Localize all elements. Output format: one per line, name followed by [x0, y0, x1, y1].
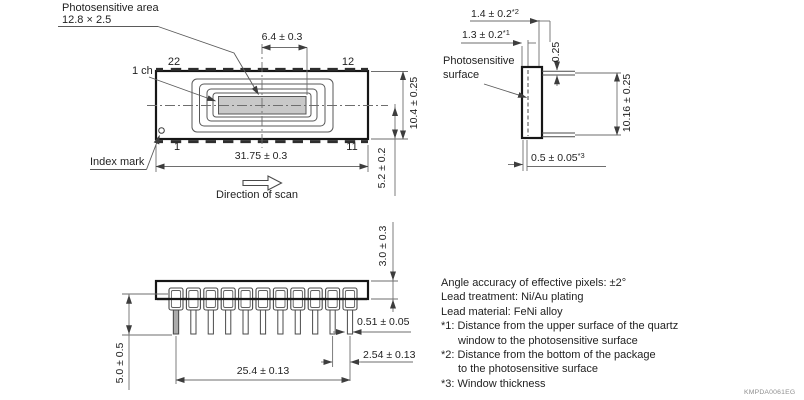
dim-label-0-25: 0.25 — [550, 41, 562, 63]
side-view-leads — [542, 71, 575, 136]
package-outline-side-view — [522, 67, 542, 138]
note-3: *3: Window thickness — [441, 377, 546, 390]
note-lead-material: Lead material: FeNi alloy — [441, 305, 563, 318]
lead-pins — [169, 288, 357, 334]
dim-label-0-5: $0.5 \pm 0.05^{*3}$ — [531, 150, 585, 164]
top-view — [58, 27, 408, 197]
surface-leader-line — [484, 84, 527, 98]
scan-direction-arrow-icon — [243, 176, 282, 190]
index-mark-label: Index mark — [90, 156, 145, 168]
dim-label-5-2: 5.2 ± 0.2 — [376, 147, 388, 189]
direction-of-scan-label: Direction of scan — [216, 189, 298, 201]
dim-label-0-51: 0.51 ± 0.05 — [357, 316, 410, 328]
channel-1-label: 1 ch — [132, 65, 153, 77]
note-1-cont: window to the photosensitive surface — [458, 334, 638, 347]
dim-5-0 — [122, 294, 172, 390]
dim-label-25-4: 25.4 ± 0.13 — [236, 365, 290, 377]
dim-label-3-0: 3.0 ± 0.3 — [377, 225, 389, 267]
note-1-head: *1: Distance from the upper surface of the quartz — [441, 320, 679, 333]
side-view — [461, 20, 621, 171]
note-2-head: *2: Distance from the bottom of the package — [441, 349, 656, 362]
dim-label-6-4: 6.4 ± 0.3 — [261, 31, 303, 43]
dim-label-2-54: 2.54 ± 0.13 — [363, 349, 416, 361]
dim-label-10-4: 10.4 ± 0.25 — [408, 76, 420, 130]
pin-number-1: 1 — [173, 141, 181, 153]
dim-10-16 — [575, 73, 621, 135]
pin1-shaded — [173, 310, 178, 334]
dim-label-31-75: 31.75 ± 0.3 — [234, 150, 288, 162]
dim-label-5-0: 5.0 ± 0.5 — [114, 342, 126, 384]
note-2-cont: to the photosensitive surface — [458, 363, 599, 376]
note-lead-treatment: Lead treatment: Ni/Au plating — [441, 291, 584, 304]
index-mark-circle — [159, 128, 165, 134]
dim-label-1-4: $1.4 \pm 0.2^{*2}$ — [471, 6, 519, 20]
photosensitive-area-size: 12.8 × 2.5 — [62, 14, 112, 26]
dim-label-10-16: 10.16 ± 0.25 — [621, 73, 633, 133]
photosensitive-surface-label-line2: surface — [443, 69, 480, 81]
photosensitive-surface-label-line1: Photosensitive — [443, 55, 515, 67]
pin-number-12: 12 — [341, 56, 355, 68]
notes-block — [441, 276, 678, 391]
document-number: KMPDA0061EG — [744, 389, 796, 396]
dim-label-1-3: $1.3 \pm 0.2^{*1}$ — [462, 27, 510, 41]
pin-number-22: 22 — [167, 56, 181, 68]
photosensitive-area-label: Photosensitive area — [62, 2, 159, 14]
pin-number-11: 11 — [346, 141, 358, 153]
note-angle-accuracy: Angle accuracy of effective pixels: ±2° — [441, 277, 627, 289]
